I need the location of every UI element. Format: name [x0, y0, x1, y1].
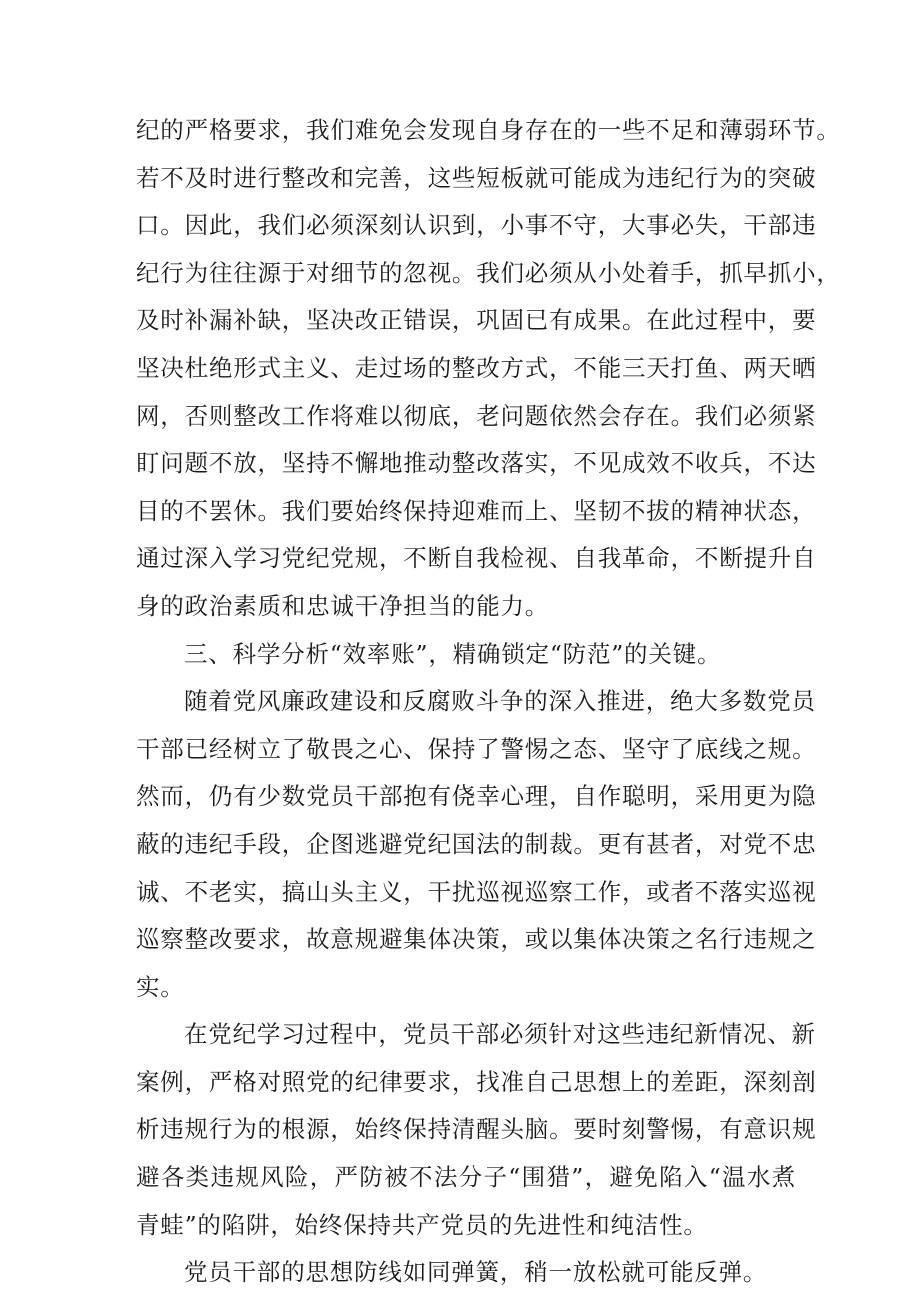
text-line: 避各类违规风险，严防被不法分子“围猎”，避免陷入“温水煮 — [136, 1163, 796, 1192]
text-line: 党员干部的思想防线如同弹簧，稍一放松就可能反弹。 — [184, 1258, 768, 1287]
text-line: 盯问题不放，坚持不懈地推动整改落实，不见成效不收兵，不达 — [136, 449, 817, 478]
text-line: 及时补漏补缺，坚决改正错误，巩固已有成果。在此过程中，要 — [136, 306, 817, 335]
text-line: 纪行为往往源于对细节的忽视。我们必须从小处着手，抓早抓小， — [136, 258, 841, 287]
body-text — [136, 107, 841, 1297]
text-line: 坚决杜绝形式主义、走过场的整改方式，不能三天打鱼、两天晒 — [136, 353, 817, 382]
text-line: 口。因此，我们必须深刻认识到，小事不守，大事必失，干部违 — [136, 211, 817, 240]
text-line: 析违规行为的根源，始终保持清醒头脑。要时刻警惕，有意识规 — [136, 1115, 817, 1144]
text-line: 实。 — [136, 972, 185, 1001]
text-line: 若不及时进行整改和完善，这些短板就可能成为违纪行为的突破 — [136, 163, 817, 192]
text-line: 身的政治素质和忠诚干净担当的能力。 — [136, 591, 550, 620]
text-line: 干部已经树立了敬畏之心、保持了警惕之态、坚守了底线之规。 — [136, 734, 817, 763]
text-line: 然而，仍有少数党员干部抱有侥幸心理，自作聪明，采用更为隐 — [136, 782, 817, 811]
text-line: 巡察整改要求，故意规避集体决策，或以集体决策之名行违规之 — [136, 925, 817, 954]
text-line: 网，否则整改工作将难以彻底，老问题依然会存在。我们必须紧 — [136, 401, 817, 430]
section-heading: 三、科学分析“效率账”，精确锁定“防范”的关键。 — [184, 639, 722, 668]
text-line: 通过深入学习党纪党规，不断自我检视、自我革命，不断提升自 — [136, 544, 817, 573]
text-line: 随着党风廉政建设和反腐败斗争的深入推进，绝大多数党员 — [184, 687, 816, 716]
text-line: 目的不罢休。我们要始终保持迎难而上、坚韧不拔的精神状态， — [136, 496, 817, 525]
text-line: 在党纪学习过程中，党员干部必须针对这些违纪新情况、新 — [184, 1020, 816, 1049]
text-line: 青蛙”的陷阱，始终保持共产党员的先进性和纯洁性。 — [136, 1210, 708, 1239]
text-line: 诚、不老实，搞山头主义，干扰巡视巡察工作，或者不落实巡视 — [136, 877, 817, 906]
text-line: 案例，严格对照党的纪律要求，找准自己思想上的差距，深刻剖 — [136, 1067, 817, 1096]
text-line: 蔽的违纪手段，企图逃避党纪国法的制裁。更有甚者，对党不忠 — [136, 829, 817, 858]
text-line: 纪的严格要求，我们难免会发现自身存在的一些不足和薄弱环节。 — [136, 116, 841, 144]
